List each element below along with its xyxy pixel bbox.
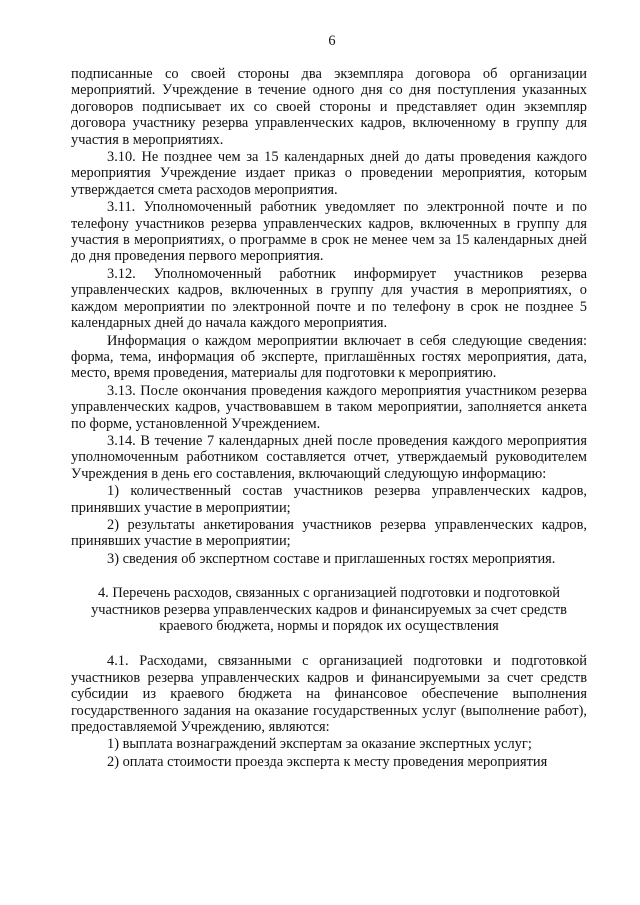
paragraph-3-14: 3.14. В течение 7 календарных дней после проведения каждого мероприятия уполномоченным работником составляется отчет, утверждаемый руководителем Учреждения в день его составления, включающий следующую информацию: xyxy=(71,432,587,482)
paragraph-3-13: 3.13. После окончания проведения каждого мероприятия участником резерва управленческих кадров, участвовавшем в таком мероприятии, заполняется анкета по форме, установленной Учреждением. xyxy=(71,382,587,432)
list-item-1: 1) количественный состав участников резерва управленческих кадров, принявших участие в мероприятии; xyxy=(71,483,587,516)
paragraph-3-12: 3.12. Уполномоченный работник информирует участников резерва управленческих кадров, включенных в группу для участия в мероприятиях, о каждом мероприятии по электронной почте и по телефону в срок не позднее 5 календарных дней до начала каждого мероприятия. xyxy=(71,265,587,332)
paragraph-4-1: 4.1. Расходами, связанными с организацией подготовки и подготовкой участников резерва управленческих кадров и финансируемыми за счет средств субсидии из краевого бюджета на финансовое обеспечение выполнения государственного задания на оказание государственных услуг (выполнение работ), предоставляемой Учреждению, являются: xyxy=(71,653,587,736)
list-item-travel-costs: 2) оплата стоимости проезда эксперта к месту проведения мероприятия xyxy=(107,753,548,770)
paragraphs-before-section xyxy=(71,66,587,567)
page-number: 6 xyxy=(328,33,336,49)
section-heading-line: 4. Перечень расходов, связанных с организацией подготовки и подготовкой xyxy=(97,585,560,602)
paragraph-event-info: Информация о каждом мероприятии включает в себя следующие сведения: форма, тема, информация об эксперте, приглашённых гостях мероприятия, дата, место, время проведения, материалы для подготовки к мероприятию. xyxy=(71,332,587,382)
section-heading-line: краевого бюджета, нормы и порядок их осуществления xyxy=(159,618,499,634)
paragraph-3-10: 3.10. Не позднее чем за 15 календарных дней до даты проведения каждого мероприятия Учреждение издает приказ о проведении мероприятия, которым утверждается смета расходов мероприятия. xyxy=(71,149,587,198)
list-item-expert-fees: 1) выплата вознаграждений экспертам за оказание экспертных услуг; xyxy=(107,736,532,753)
section-heading-line: участников резерва управленческих кадров и финансируемых за счет средств xyxy=(91,601,567,618)
paragraphs-after-section xyxy=(71,653,587,770)
section-4-heading xyxy=(71,585,587,634)
paragraph-3-11: 3.11. Уполномоченный работник уведомляет по электронной почте и по телефону участников резерва управленческих кадров, включенных в группу для участия в мероприятиях, о программе в срок не менее чем за 15 календарных дней до дня проведения первого мероприятия. xyxy=(71,199,587,265)
list-item-3: 3) сведения об экспертном составе и приглашенных гостях мероприятия. xyxy=(107,550,556,567)
list-item-2: 2) результаты анкетирования участников резерва управленческих кадров, принявших участие в мероприятии; xyxy=(71,516,587,550)
paragraph-continuation: подписанные со своей стороны два экземпляра договора об организации мероприятий. Учреждение в течение одного дня со дня поступления указанных договоров подписывает их со своей стороны и представляет один экземпляр договора участнику резерва управленческих кадров, включенному в группу для участия в мероприятиях. xyxy=(71,66,587,148)
